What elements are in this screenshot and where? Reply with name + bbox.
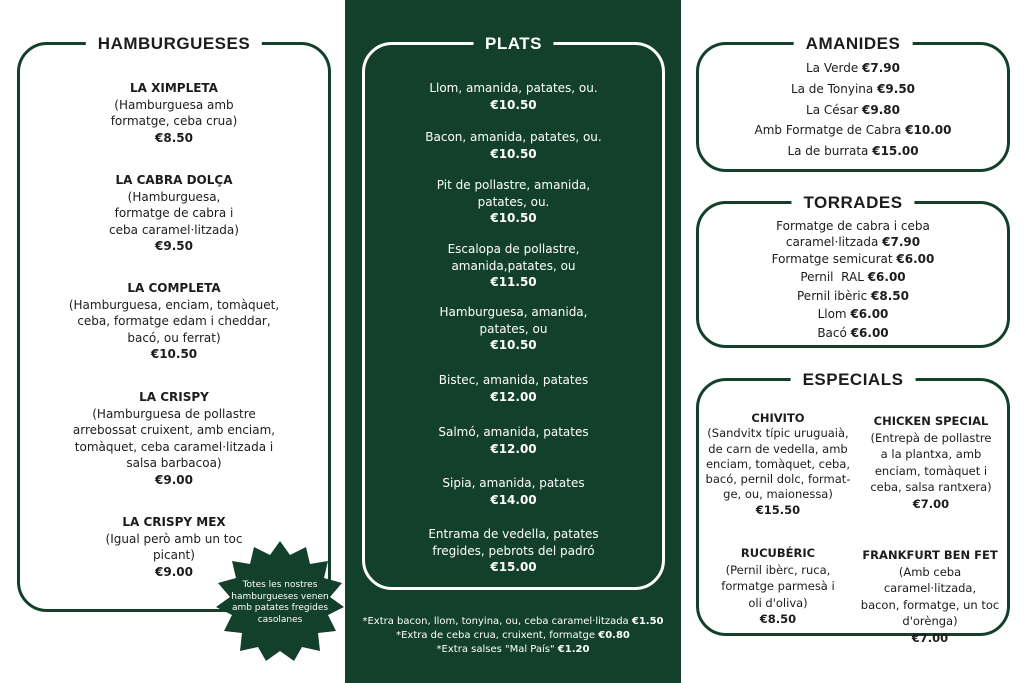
badge-line: hamburgueses venen bbox=[231, 591, 329, 602]
badge-line: casolanes bbox=[257, 614, 303, 625]
plat-desc: Llom, amanida, patates, ou. bbox=[429, 81, 598, 95]
plat-item bbox=[365, 129, 662, 162]
torrada-name: Llom bbox=[817, 307, 847, 321]
especial-desc: enciam, tomàquet, ceba, bbox=[705, 456, 851, 471]
plat-desc: Entrama de vedella, patates bbox=[428, 527, 599, 541]
especial-desc: formatge parmesà i bbox=[721, 579, 835, 593]
amanida-item bbox=[699, 143, 1007, 159]
especial-desc: ceba, salsa rantxera) bbox=[870, 480, 992, 494]
especial-name: FRANKFURT BEN FET bbox=[862, 548, 998, 562]
plat-price: €14.00 bbox=[490, 492, 537, 507]
torrada-price: €6.00 bbox=[867, 270, 906, 284]
torrades-section bbox=[696, 193, 1010, 348]
burger-price: €9.00 bbox=[155, 564, 193, 579]
burger-item bbox=[20, 172, 328, 255]
extra-price: €1.20 bbox=[557, 644, 590, 655]
especial-desc: bacó, pernil dolc, format- bbox=[705, 472, 851, 487]
extra-line bbox=[345, 629, 681, 643]
badge-line: Totes les nostres bbox=[242, 580, 318, 590]
especial-desc: ge, ou, maionessa) bbox=[723, 487, 833, 502]
plat-price: €10.50 bbox=[490, 97, 537, 112]
burger-desc: (Igual però amb un toc bbox=[105, 531, 243, 546]
amanida-item bbox=[699, 122, 1007, 138]
plat-desc: Salmó, amanida, patates bbox=[438, 425, 589, 439]
plat-desc: Bistec, amanida, patates bbox=[438, 373, 589, 387]
especial-desc: bacon, formatge, un toc bbox=[860, 597, 1000, 612]
plats-section bbox=[362, 34, 665, 590]
especial-item bbox=[851, 547, 1009, 646]
especial-item bbox=[703, 545, 853, 628]
torrada-price: €6.00 bbox=[896, 252, 935, 266]
burger-name: LA XIMPLETA bbox=[130, 81, 218, 95]
burger-desc: formatge, ceba crua) bbox=[110, 114, 238, 128]
especial-price: €7.00 bbox=[912, 496, 950, 511]
hamburgueses-section bbox=[17, 34, 331, 612]
amanida-name: La de Tonyina bbox=[790, 82, 874, 96]
burger-desc: picant) bbox=[153, 548, 195, 562]
especials-section bbox=[696, 370, 1010, 645]
especial-name: RUCUBÉRIC bbox=[740, 546, 816, 560]
plat-price: €12.00 bbox=[490, 389, 537, 404]
burger-desc: (Hamburguesa amb bbox=[114, 97, 234, 112]
extra-text: *Extra de ceba crua, cruixent, formatge bbox=[396, 630, 596, 641]
plat-price: €10.50 bbox=[490, 146, 537, 161]
especial-name: CHIVITO bbox=[751, 411, 805, 425]
torrada-item bbox=[699, 269, 1007, 285]
plat-price: €10.50 bbox=[490, 211, 537, 225]
plat-desc: Pit de pollastre, amanida, bbox=[436, 178, 591, 192]
especials-title: ESPECIALS bbox=[791, 368, 916, 392]
burger-name: LA CRISPY MEX bbox=[122, 515, 226, 529]
burger-price: €10.50 bbox=[150, 347, 198, 361]
torrada-name: Pernil RAL bbox=[800, 270, 864, 284]
amanida-price: €7.90 bbox=[862, 61, 901, 75]
torrada-name: Bacó bbox=[817, 326, 847, 340]
plat-item bbox=[365, 372, 662, 405]
burger-desc: ceba caramel·litzada) bbox=[109, 222, 239, 237]
especial-price: €8.50 bbox=[759, 612, 797, 626]
torrada-name: caramel·litzada bbox=[785, 235, 879, 249]
torrada-item bbox=[699, 325, 1007, 341]
torrada-item bbox=[699, 251, 1007, 267]
extra-text: *Extra salses "Mal País" bbox=[436, 644, 555, 655]
burger-item bbox=[20, 389, 328, 488]
plat-item bbox=[365, 241, 662, 291]
plat-desc: fregides, pebrots del padró bbox=[432, 543, 595, 558]
torrada-price: €6.00 bbox=[850, 326, 889, 340]
plat-price: €10.50 bbox=[490, 338, 537, 352]
amanida-item bbox=[699, 81, 1007, 97]
plat-desc: patates, ou bbox=[479, 321, 548, 336]
burger-item bbox=[20, 80, 328, 146]
burger-name: LA COMPLETA bbox=[127, 281, 221, 295]
torrada-item bbox=[699, 306, 1007, 322]
amanida-name: La César bbox=[806, 103, 859, 117]
extra-line bbox=[345, 643, 681, 657]
especial-desc: oli d'oliva) bbox=[748, 595, 808, 610]
burger-item bbox=[20, 280, 328, 363]
burger-desc: (Hamburguesa, enciam, tomàquet, bbox=[68, 297, 280, 312]
plat-price: €15.00 bbox=[490, 560, 537, 574]
burger-desc: salsa barbacoa) bbox=[126, 456, 222, 470]
especial-price: €7.00 bbox=[911, 630, 949, 645]
badge-text bbox=[225, 580, 335, 626]
torrada-name: Formatge de cabra i ceba bbox=[776, 219, 930, 233]
plat-price: €11.50 bbox=[490, 275, 537, 289]
especial-desc: enciam, tomàquet i bbox=[874, 463, 988, 478]
amanides-title: AMANIDES bbox=[794, 32, 913, 56]
amanida-price: €9.80 bbox=[862, 103, 900, 117]
especial-desc: d'orènga) bbox=[902, 614, 958, 628]
burger-name: LA CRISPY bbox=[139, 390, 209, 404]
burger-desc: (Hamburguesa, bbox=[127, 189, 221, 204]
burger-price: €8.50 bbox=[155, 130, 193, 145]
torrada-price: €7.90 bbox=[882, 235, 921, 249]
burger-desc: ceba, formatge edam i cheddar, bbox=[77, 314, 271, 328]
badge-line: amb patates fregides bbox=[231, 603, 329, 613]
plat-desc: Sipia, amanida, patates bbox=[442, 476, 585, 490]
amanida-price: €10.00 bbox=[905, 123, 952, 137]
amanides-section bbox=[696, 34, 1010, 172]
burger-price: €9.50 bbox=[155, 239, 193, 253]
especial-desc: (Amb ceba caramel·litzada, bbox=[883, 564, 977, 595]
amanida-price: €9.50 bbox=[877, 82, 916, 96]
amanida-price: €15.00 bbox=[872, 144, 919, 158]
especial-desc: a la plantxa, amb bbox=[880, 447, 982, 461]
especial-price: €15.50 bbox=[755, 502, 801, 517]
plat-desc: Hamburguesa, amanida, bbox=[439, 305, 588, 319]
plat-desc: amanida,patates, ou bbox=[451, 258, 576, 273]
burger-desc: (Hamburguesa de pollastre bbox=[92, 406, 256, 421]
especial-desc: (Pernil ibèrc, ruca, bbox=[725, 562, 831, 577]
extras-list bbox=[345, 615, 681, 657]
torrada-item bbox=[699, 218, 1007, 250]
burger-name: LA CABRA DOLÇA bbox=[115, 173, 233, 187]
plat-desc: Escalopa de pollastre, bbox=[447, 242, 580, 256]
extra-line bbox=[345, 615, 681, 629]
plat-desc: patates, ou. bbox=[477, 194, 550, 209]
amanida-name: La Verde bbox=[805, 61, 859, 75]
plat-item bbox=[365, 475, 662, 508]
plat-desc: Bacon, amanida, patates, ou. bbox=[425, 130, 602, 144]
especial-desc: de carn de vedella, amb bbox=[708, 441, 848, 456]
especial-name: CHICKEN SPECIAL bbox=[873, 414, 989, 428]
especial-desc: (Sandvitx típic uruguaià, bbox=[707, 426, 849, 441]
especial-desc: (Entrepà de pollastre bbox=[870, 430, 992, 445]
torrada-price: €8.50 bbox=[871, 289, 909, 303]
torrada-name: Pernil ibèric bbox=[797, 289, 868, 303]
amanida-item bbox=[699, 60, 1007, 76]
extra-text: *Extra bacon, llom, tonyina, ou, ceba caramel·litzada bbox=[362, 616, 629, 627]
plat-item bbox=[365, 424, 662, 457]
plat-item bbox=[365, 80, 662, 113]
especial-item bbox=[854, 413, 1008, 512]
torrada-item bbox=[699, 288, 1007, 304]
plats-title: PLATS bbox=[473, 32, 554, 56]
torrades-title: TORRADES bbox=[791, 191, 914, 215]
amanida-item bbox=[699, 102, 1007, 118]
plat-item bbox=[365, 304, 662, 354]
especial-item bbox=[703, 411, 853, 518]
plat-price: €12.00 bbox=[490, 441, 537, 456]
burger-desc: arrebossat cruixent, amb enciam, bbox=[72, 423, 276, 437]
hamburgueses-title: HAMBURGUESES bbox=[86, 32, 262, 56]
extra-price: €1.50 bbox=[631, 616, 664, 627]
burger-desc: bacó, ou ferrat) bbox=[127, 330, 221, 345]
plat-item bbox=[365, 526, 662, 576]
extra-price: €0.80 bbox=[598, 630, 630, 641]
torrada-price: €6.00 bbox=[850, 307, 889, 321]
amanida-name: La de burrata bbox=[787, 144, 869, 158]
burger-price: €9.00 bbox=[155, 472, 193, 487]
amanida-name: Amb Formatge de Cabra bbox=[754, 123, 902, 137]
plat-item bbox=[365, 177, 662, 227]
burger-desc: formatge de cabra i bbox=[114, 206, 234, 220]
torrada-name: Formatge semicurat bbox=[771, 252, 893, 266]
burger-desc: tomàquet, ceba caramel·litzada i bbox=[74, 439, 274, 454]
